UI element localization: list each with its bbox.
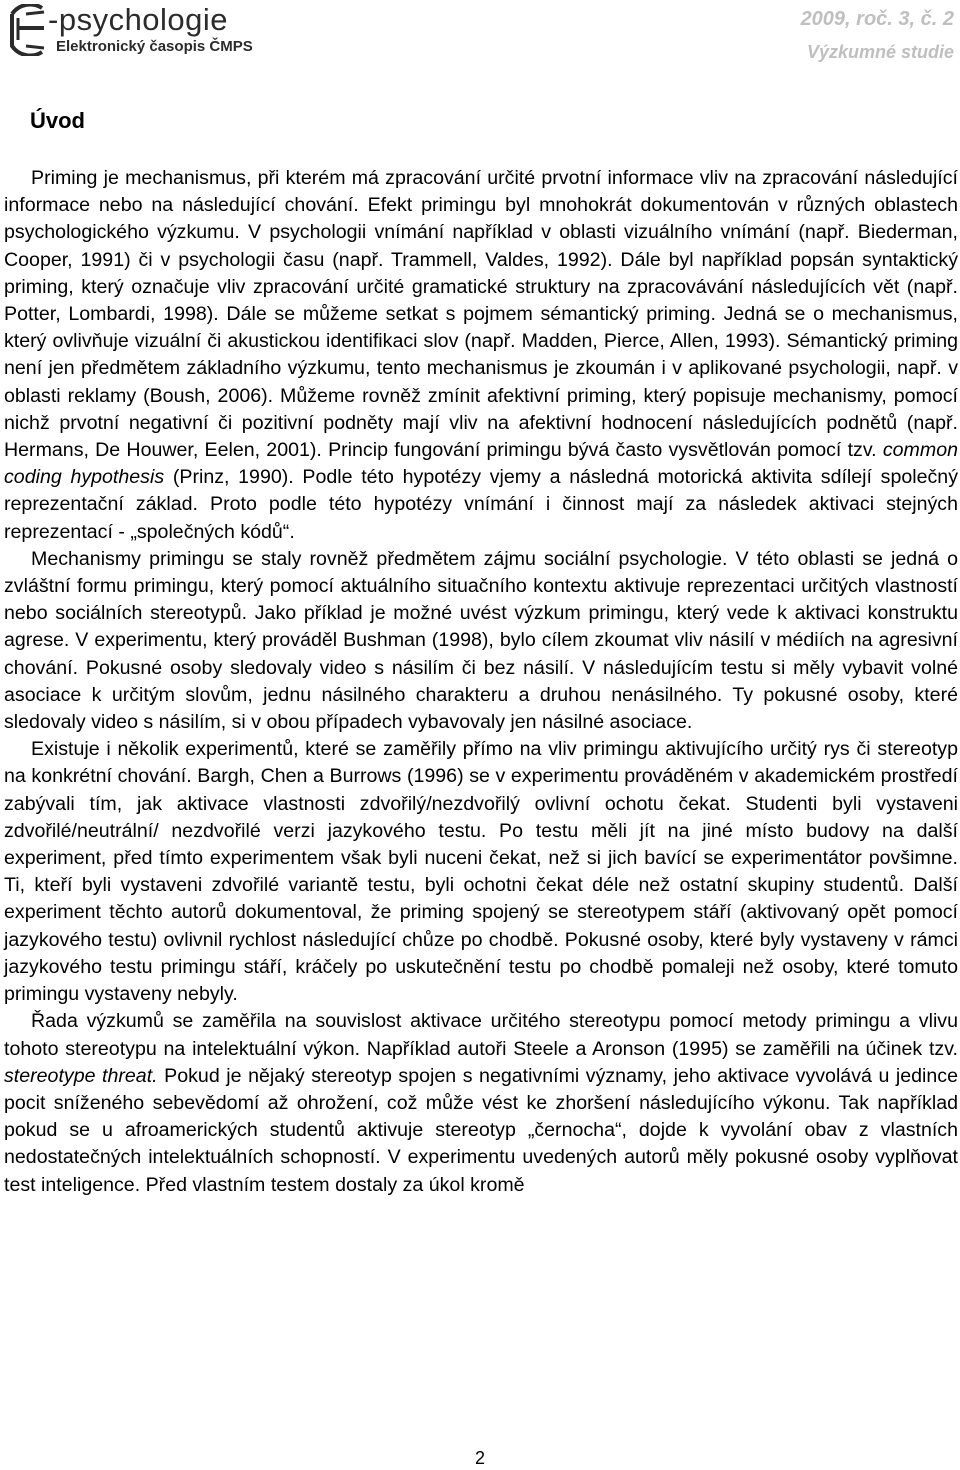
logo-subtitle: Elektronický časopis ČMPS [56, 38, 253, 55]
page-header [0, 0, 960, 60]
paragraph-1-text-b: (Prinz, 1990). Podle této hypotézy vjemy a následná motorická aktivita sdílejí společný reprezentační základ. Proto podle této hypotézy vnímání i činnost mají za následek aktivaci stejných reprezentací - „společných kódů“. [4, 466, 959, 543]
page-number: 2 [474, 1448, 485, 1468]
paragraph-2: Mechanismy primingu se staly rovněž předmětem zájmu sociální psychologie. V této oblasti se jedná o zvláštní formu primingu, který pomocí aktuálního situačního kontextu aktivuje reprezentaci určitých vlastností nebo sociálních stereotypů. Jako příklad je možné uvést výzkum primingu, který vede k aktivaci konstruktu agrese. V experimentu, který prováděl Bushman (1998), bylo cílem zkoumat vliv násilí v médiích na agresivní chování. Pokusné osoby sledovaly video s násilím či bez násilí. V následujícím testu si měly vybavit volné asociace k určitým slovům, jednu násilného charakteru a druhou nenásilného. Ty pokusné osoby, které sledovaly video s násilím, si v obou případech vybavovaly jen násilné asociace. [4, 547, 958, 734]
paragraph-1 [4, 165, 958, 546]
issue-info: 2009, roč. 3, č. 2 [800, 8, 954, 30]
section-type: Výzkumné studie [806, 42, 954, 62]
paragraph-3: Existuje i několik experimentů, které se zaměřily přímo na vliv primingu aktivujícího určitý rys či stereotyp na konkrétní chování. Bargh, Chen a Burrows (1996) se v experimentu prováděném v akademickém prostředí zabývali tím, jak aktivace vlastnosti zdvořilý/nezdvořilý ovlivní ochotu čekat. Studenti byli vystaveni zdvořilé/neutrální/ nezdvořilé verzi jazykového testu. Po testu měli jít na jiné místo budovy na další experiment, před tímto experimentem však byli nuceni čekat, než si jich bavící se experimentátor povšimne. Ti, kteří byli vystaveni zdvořilé variantě testu, byli ochotni čekat déle než ostatní skupiny studentů. Další experiment těchto autorů dokumentoval, že priming spojený se stereotypem stáří (aktivovaný opět pomocí jazykového testu) ovlivnil rychlost následující chůze po chodbě. Pokusné osoby, které byly vystaveny v rámci jazykového testu primingu stáří, kráčely po uskutečnění testu po chodbě pomaleji než osoby, které tomuto primingu vystaveny nebyly. [4, 738, 958, 1006]
paragraph-4-italic-term: stereotype threat. [4, 1064, 158, 1087]
section-heading: Úvod [30, 108, 85, 133]
logo-title: -psychologie [48, 2, 229, 37]
paragraph-1-italic-term: common coding hypothesis [4, 439, 958, 489]
paragraph-1-text-a: Priming je mechanismus, při kterém má zpracování určité prvotní informace vliv na zpracování následující informace nebo na následující chování. Efekt primingu byl mnohokrát dokumentován v různých oblastech psychologického výzkumu. V psychologii vnímání například v oblasti vizuálního vnímání (např. Biederman, Cooper, 1991) či v psychologii času (např. Trammell, Valdes, 1992). Dále byl například popsán syntaktický priming, který označuje vliv zpracování určité gramatické struktury na zpracovávání následujících vět (např. Potter, Lombardi, 1998). Dále se můžeme setkat s pojmem sémantický priming. Jedná se o mechanismus, který ovlivňuje vizuální či akustickou identifikaci slov (např. Madden, Pierce, Allen, 1993). Sémantický priming není jen předmětem základního výzkumu, tento mechanismus je zkoumán i v aplikované psychologii, např. v oblasti reklamy (Boush, 2006). Můžeme rovněž zmínit afektivní priming, který popisuje mechanismy, pomocí nichž prvotní negativní či pozitivní podněty mají vliv na afektivní hodnocení následujících podnětů (např. Hermans, De Houwer, Eelen, 2001). Princip fungování primingu bývá často vysvětlován pomocí tzv. [4, 167, 958, 462]
paragraph-4 [4, 1008, 958, 1198]
journal-logo [4, 4, 284, 56]
paragraph-4-text-a: Řada výzkumů se zaměřila na souvislost aktivace určitého stereotypu pomocí metody primingu a vlivu tohoto stereotypu na intelektuální výkon. Například autoři Steele a Aronson (1995) se zaměřili na účinek tzv. [4, 1010, 958, 1060]
paragraph-4-text-b: Pokud je nějaký stereotyp spojen s negativními významy, jeho aktivace vyvolává u jedince pocit sníženého sebevědomí až ohrožení, což může vést ke zhoršení následujícího výkonu. Tak například pokud se u afroamerických studentů aktivuje stereotyp „černocha“, dojde k vyvolání obav z vlastních nedostatečných intelektuálních schopností. V experimentu uvedených autorů měly pokusné osoby vyplňovat test inteligence. Před vlastním testem dostaly za úkol kromě [4, 1064, 958, 1196]
article-body [4, 165, 958, 1199]
e-logo-icon [4, 4, 54, 56]
